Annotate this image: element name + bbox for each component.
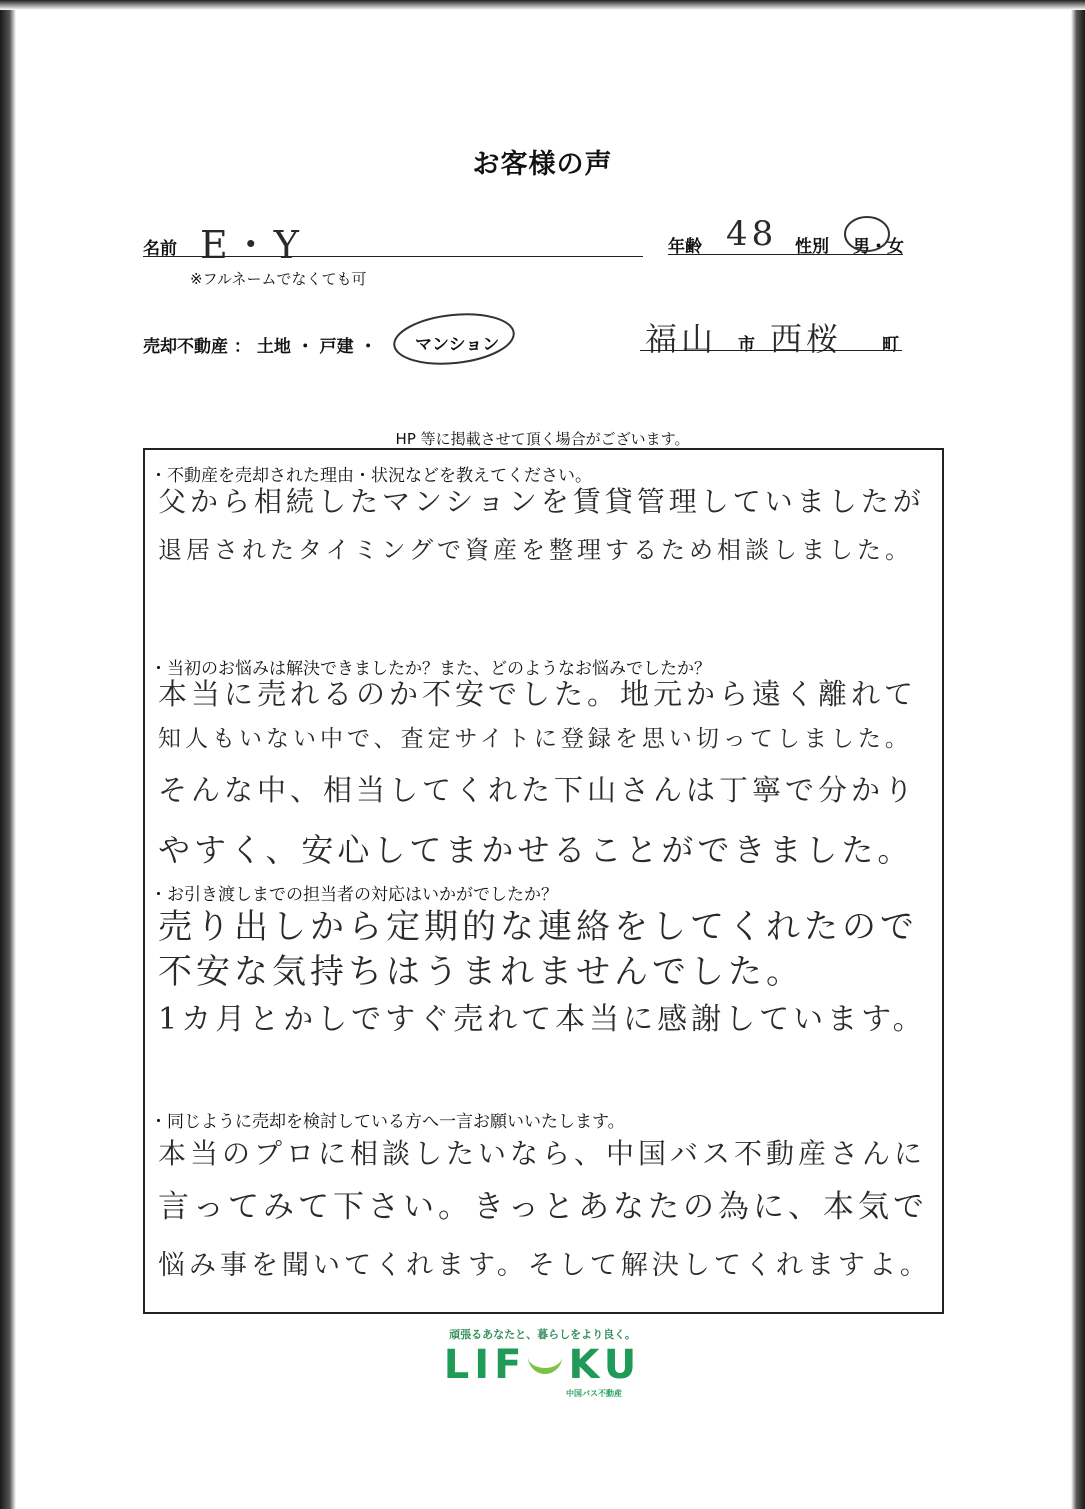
gender-label: 性別	[795, 237, 829, 257]
answer-3-line-1: 売り出しから定期的な連絡をしてくれたので	[158, 907, 918, 947]
logo-text-right: KU	[568, 1342, 642, 1388]
town-value: 西桜	[770, 320, 843, 358]
answer-2-line-4: やすく、安心してまかせることができました。	[158, 831, 914, 869]
question-1: ・不動産を売却された理由・状況などを教えてください。	[150, 466, 592, 486]
address-underline	[640, 350, 902, 351]
gender-options: 男・女	[853, 237, 904, 257]
logo-text-left: LIF	[443, 1342, 527, 1388]
property-circle-mark	[390, 308, 520, 370]
page-title: お客様の声	[472, 149, 613, 180]
lifuku-logo	[0, 1342, 1085, 1388]
name-label: 名前	[143, 239, 177, 259]
name-value: E・Y	[200, 223, 303, 267]
answer-4-line-1: 本当のプロに相談したいなら、中国バス不動産さんに	[158, 1137, 927, 1170]
age-label: 年齢	[668, 237, 702, 257]
question-4: ・同じように売却を検討している方へ一言お願いいたします。	[150, 1112, 625, 1132]
question-2: ・当初のお悩みは解決できましたか？また、どのようなお悩みでしたか？	[150, 659, 711, 679]
answer-2-line-2: 知人もいない中で、査定サイトに登録を思い切ってしました。	[158, 726, 912, 752]
company-slogan: 頑張るあなたと、暮らしをより良く。	[449, 1328, 636, 1341]
publication-notice: HP 等に掲載させて頂く場合がございます。	[395, 430, 690, 448]
answer-2-line-3: そんな中、相当してくれた下山さんは丁寧で分かり	[158, 773, 918, 807]
company-name: 中国バス不動産	[566, 1389, 622, 1398]
answer-2-line-1: 本当に売れるのか不安でした。地元から遠く離れて	[158, 677, 918, 711]
city-value: 福山	[645, 320, 718, 358]
smile-icon	[528, 1346, 562, 1374]
answer-3-line-2: 不安な気持ちはうまれませんでした。	[158, 952, 804, 992]
property-selected: マンション	[415, 335, 500, 355]
answer-3-line-3: 1カ月とかしですぐ売れて本当に感謝しています。	[158, 1002, 927, 1037]
name-underline	[143, 256, 643, 257]
scan-edge-top	[0, 0, 1085, 10]
question-3: ・お引き渡しまでの担当者の対応はいかがでしたか？	[150, 885, 558, 905]
answer-1-line-1: 父から相続したマンションを賃貸管理していましたが	[158, 485, 925, 518]
answer-1-line-2: 退居されたタイミングで資産を整理するため相談しました。	[158, 536, 914, 564]
city-label: 市	[738, 335, 755, 355]
gender-circle-mark	[842, 212, 892, 256]
name-note: ※フルネームでなくても可	[190, 270, 367, 288]
scan-edge-left	[0, 0, 16, 1509]
age-gender-underline	[668, 254, 903, 255]
property-label: 売却不動産 ： 土地 ・ 戸建 ・	[143, 337, 377, 357]
scan-edge-right	[1071, 0, 1085, 1509]
answer-4-line-2: 言ってみて下さい。きっとあなたの為に、本気で	[158, 1189, 928, 1225]
age-value: 48	[726, 214, 778, 254]
answer-4-line-3: 悩み事を聞いてくれます。そして解決してくれますよ。	[158, 1250, 931, 1281]
town-label: 町	[882, 335, 899, 355]
